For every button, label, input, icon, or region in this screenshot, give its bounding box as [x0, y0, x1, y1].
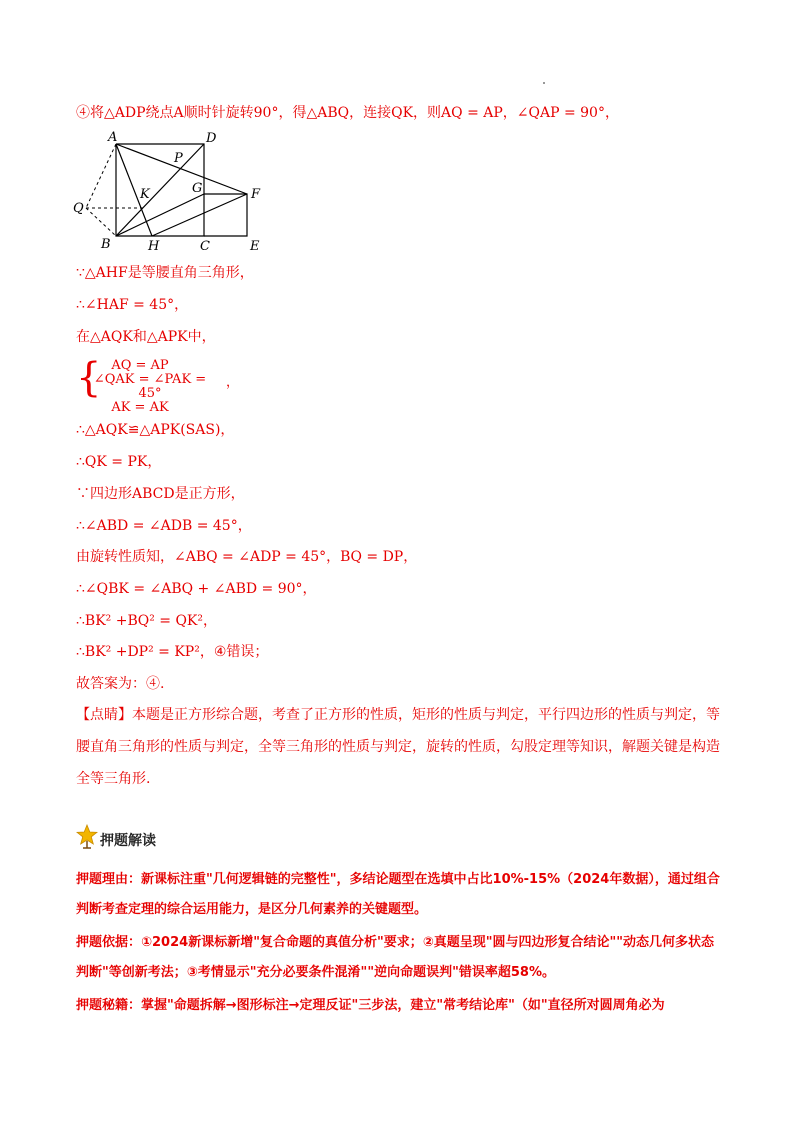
- condition-1: AQ = AP: [111, 358, 169, 373]
- label-f: F: [251, 187, 261, 202]
- star-icon: [76, 824, 98, 850]
- page-mark: [543, 82, 545, 84]
- diagonal-bd: [116, 144, 204, 236]
- label-c: C: [200, 239, 210, 252]
- label-g: G: [192, 181, 203, 196]
- answer-line: 故答案为：④.: [76, 676, 165, 692]
- dashed-aq: [86, 144, 116, 208]
- proof-line-1: ∵△AHF是等腰直角三角形，: [76, 265, 254, 281]
- proof-line-2: ∴∠HAF = 45°，: [76, 297, 189, 313]
- proof-line-7: ∴∠ABD = ∠ADB = 45°，: [76, 518, 252, 534]
- label-q: Q: [73, 201, 84, 216]
- geometry-figure: [72, 128, 272, 252]
- condition-2: ∠QAK = ∠PAK = 45°: [93, 372, 207, 401]
- section-title: 押题解读: [100, 833, 156, 849]
- condition-suffix: ，: [226, 375, 240, 390]
- label-b: B: [101, 237, 111, 252]
- reason-paragraph: 押题理由：新课标注重"几何逻辑链的完整性"，多结论题型在选填中占比10%-15%（2024年数据），通过组合判断考查定理的综合运用能力，是区分几何素养的关键题型。: [76, 872, 720, 917]
- label-d: D: [206, 131, 217, 146]
- condition-3: AK = AK: [111, 400, 169, 415]
- proof-line-11: ∴BK² +DP² = KP²，④错误；: [76, 644, 269, 660]
- label-e: E: [250, 239, 260, 252]
- proof-line-6: ∵四边形ABCD是正方形，: [76, 486, 245, 502]
- label-k: K: [140, 187, 150, 202]
- label-h: H: [148, 239, 160, 252]
- dashed-qb: [86, 208, 116, 236]
- segment-hf: [152, 194, 247, 236]
- left-brace: {: [76, 355, 102, 401]
- proof-line-5: ∴QK = PK，: [76, 454, 162, 470]
- label-a: A: [108, 130, 118, 145]
- proof-line-3: 在△AQK和△APK中，: [76, 329, 216, 345]
- proof-line-4: ∴△AQK≌△APK(SAS)，: [76, 422, 235, 438]
- congruence-conditions: [76, 355, 276, 415]
- label-p: P: [174, 151, 183, 166]
- segment-bg: [116, 194, 204, 236]
- rect-cefg: [204, 194, 247, 236]
- secret-paragraph: 押题秘籍：掌握"命题拆解→图形标注→定理反证"三步法，建立"常考结论库"（如"直径所对圆周角必为: [76, 998, 665, 1013]
- statement-4: ④将△ADP绕点A顺时针旋转90°，得△ABQ，连接QK，则AQ = AP，∠QAP = 90°，: [76, 105, 619, 121]
- dianjing-paragraph: 【点睛】本题是正方形综合题，考查了正方形的性质，矩形的性质与判定，平行四边形的性质与判定，等腰直角三角形的性质与判定，全等三角形的性质与判定，旋转的性质，勾股定理等知识，解题关键是构造全等三角形.: [76, 707, 720, 787]
- proof-line-10: ∴BK² +BQ² = QK²，: [76, 613, 218, 629]
- basis-paragraph: 押题依据：①2024新课标新增"复合命题的真值分析"要求；②真题呈现"圆与四边形复合结论""动态几何多状态判断"等创新考法；③考情显示"充分必要条件混淆""逆向命题误判"错误率超58%。: [76, 935, 715, 980]
- proof-line-8: 由旋转性质知，∠ABQ = ∠ADP = 45°，BQ = DP，: [76, 549, 418, 565]
- proof-line-9: ∴∠QBK = ∠ABQ + ∠ABD = 90°，: [76, 581, 317, 597]
